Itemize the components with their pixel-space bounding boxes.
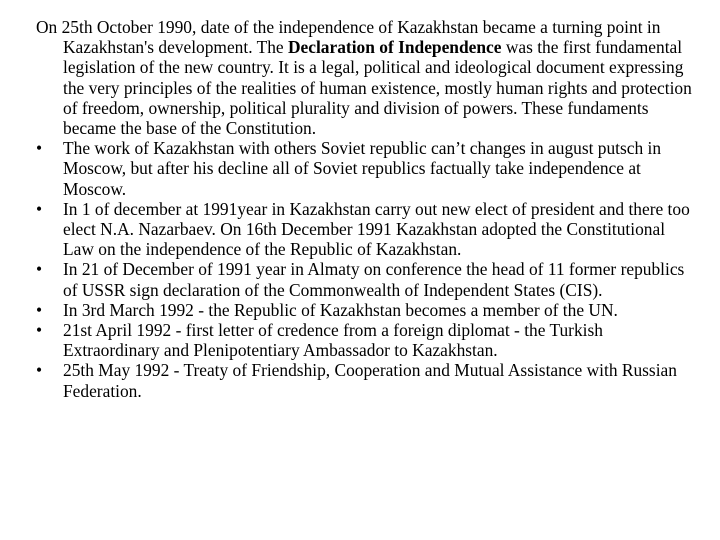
bullet-item-treaty-russia — [36, 360, 696, 400]
bullet-item-cis-declaration — [36, 259, 696, 299]
bullet-text: In 3rd March 1992 - the Republic of Kazakhstan becomes a member of the UN. — [63, 299, 618, 320]
intro-text-end: was the first fundamental legislation of the new country. It is a legal, political and ideological document expressing the very principles of the realities of human existence, mostly human rights and protection of freedom, ownership, political plurality and division of powers. These fundaments became the base of the Constitution. — [63, 37, 692, 139]
bullet-item-soviet-republics — [36, 138, 696, 199]
bullet-dot-icon: • — [35, 198, 43, 219]
intro-paragraph — [36, 17, 696, 138]
bullet-text: In 1 of december at 1991year in Kazakhstan carry out new elect of president and there too elect N.A. Nazarbaev. On 16th December 1991 Kazakhstan adopted the Constitutional Law on the independence of the Republic of Kazakhstan. — [63, 198, 690, 260]
events-bullet-list — [36, 138, 696, 401]
bullet-dot-icon: • — [35, 259, 43, 280]
bullet-item-un-membership — [36, 300, 696, 320]
bullet-dot-icon: • — [35, 320, 43, 341]
bullet-text: 25th May 1992 - Treaty of Friendship, Cooperation and Mutual Assistance with Russian Federation. — [63, 360, 677, 401]
declaration-of-independence-bold: Declaration of Independence — [287, 37, 502, 58]
bullet-item-president-election — [36, 199, 696, 260]
bullet-dot-icon: • — [35, 299, 43, 320]
bullet-dot-icon: • — [35, 138, 43, 159]
intro-text-start: On 25th October 1990, date of the independence of Kazakhstan became a turning point in Kazakhstan's development. The — [36, 17, 661, 58]
slide-text-body — [36, 17, 696, 401]
bullet-text: 21st April 1992 - first letter of credence from a foreign diplomat - the Turkish Extraordinary and Plenipotentiary Ambassador to Kazakhstan. — [63, 320, 603, 361]
bullet-dot-icon: • — [35, 360, 43, 381]
bullet-item-letter-of-credence — [36, 320, 696, 360]
bullet-text: The work of Kazakhstan with others Soviet republic can’t changes in august putsch in Moscow, but after his decline all of Soviet republics factually take independence at Moscow. — [63, 138, 662, 199]
bullet-text: In 21 of December of 1991 year in Almaty on conference the head of 11 former republics of USSR sign declaration of the Commonwealth of Independent States (CIS). — [63, 259, 685, 300]
